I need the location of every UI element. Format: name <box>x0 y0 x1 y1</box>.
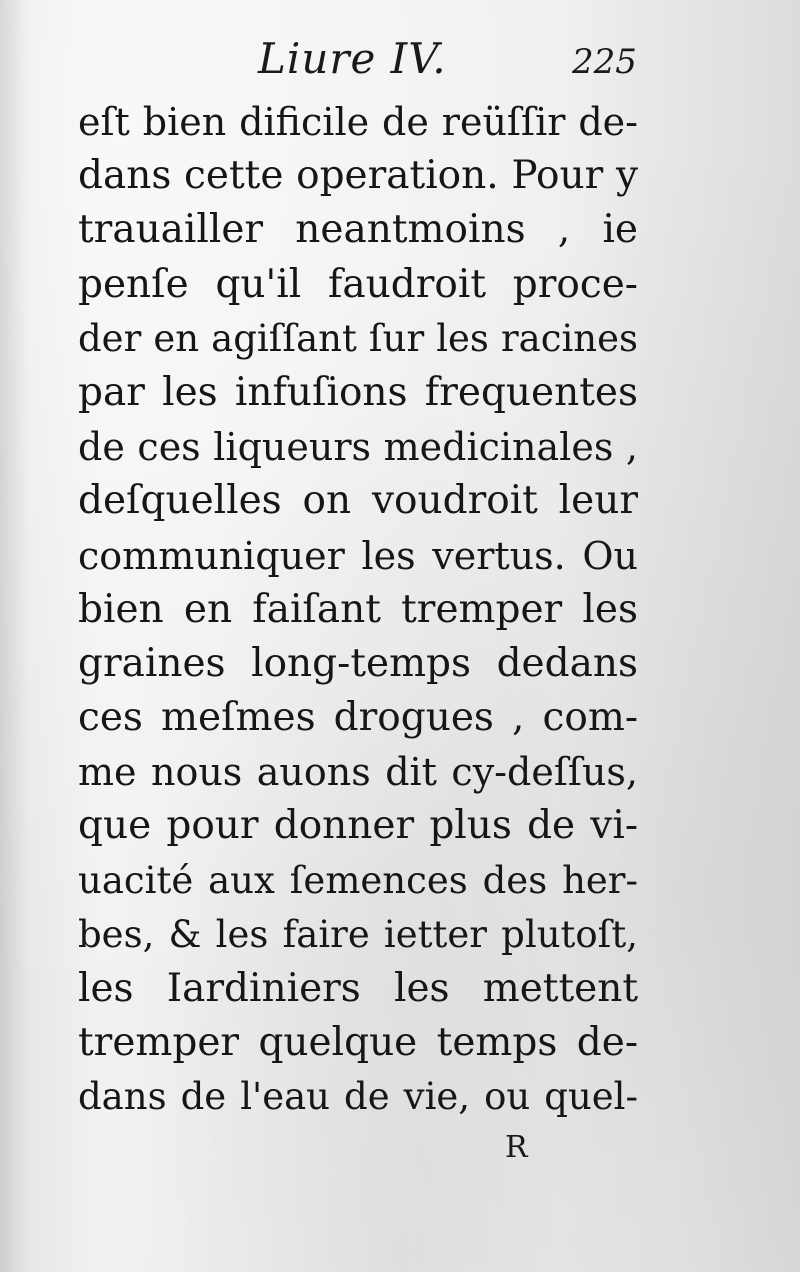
text-line: bien en faiſant tremper les <box>78 586 638 632</box>
text-line: trauailler neantmoins , ie <box>78 207 638 253</box>
text-line: deſquelles on voudroit leur <box>78 478 638 524</box>
spine-shadow <box>0 0 28 1272</box>
running-title: Liure IV. <box>258 34 447 83</box>
text-line: tremper quelque temps de- <box>78 1020 638 1066</box>
text-line: me nous auons dit cy-deſſus, <box>78 750 638 795</box>
text-line: ces meſmes drogues , com- <box>78 695 638 741</box>
text-line: que pour donner plus de vi- <box>78 803 638 849</box>
body-text <box>78 95 638 1125</box>
page-number: 225 <box>572 42 637 82</box>
signature-mark: R <box>505 1130 528 1165</box>
text-line: penſe qu'il faudroit proce- <box>78 261 638 307</box>
text-line: dans de l'eau de vie, ou quel- <box>78 1075 638 1119</box>
text-line: graines long-temps dedans <box>78 640 638 686</box>
running-head <box>0 28 800 98</box>
text-line: communiquer les vertus. Ou <box>78 533 638 578</box>
text-line: bes, & les faire ietter plutoſt, <box>78 912 638 956</box>
text-line: eſt bien dificile de reüſſir de- <box>78 100 638 144</box>
text-line: dans cette operation. Pour y <box>78 153 638 199</box>
text-line: uacité aux ſemences des her- <box>78 858 638 902</box>
text-line: de ces liqueurs medicinales , <box>78 425 638 470</box>
text-line: les Iardiniers les mettent <box>78 966 638 1011</box>
text-line: par les infuſions frequentes <box>78 369 638 415</box>
text-line: der en agiſſant ſur les racines <box>78 316 638 360</box>
